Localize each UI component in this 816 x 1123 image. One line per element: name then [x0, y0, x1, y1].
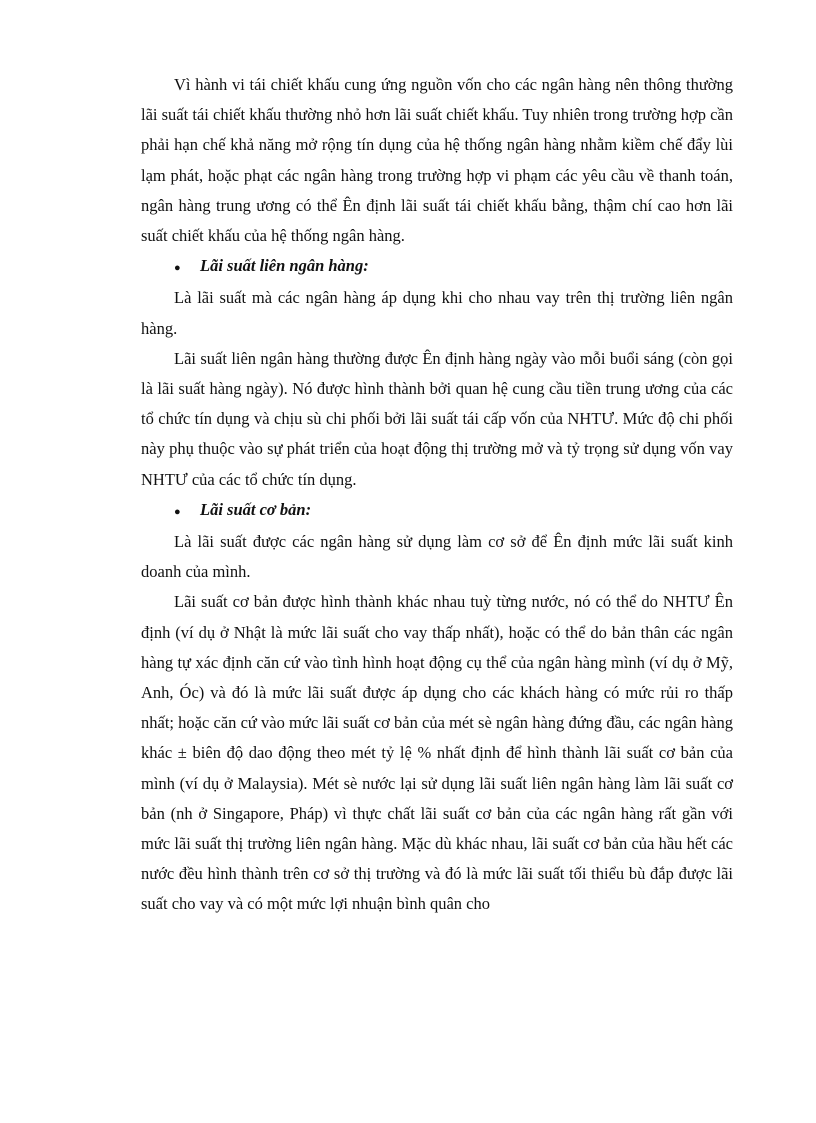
paragraph-base-rate-definition: Là lãi suất được các ngân hàng sử dụng làm cơ sở để Ên định mức lãi suất kinh doanh của mình.	[141, 532, 733, 582]
paragraph-base-rate-details: Lãi suất cơ bản được hình thành khác nhau tuỳ từng nước, nó có thể do NHTƯ Ên định (ví dụ ở Nhật là mức lãi suất cho vay thấp nhất), hoặc có thể do bản thân các ngân hàng tự xác định căn cứ vào tình hình hoạt động cụ thể của ngân hàng mình (ví dụ ở Mỹ, Anh, Óc) và đó là mức lãi suất được áp dụng cho các khách hàng có mức rủi ro thấp nhất; hoặc căn cứ vào mức lãi suất cơ bản của mét sè ngân hàng đứng đầu, các ngân hàng khác ± biên độ dao động theo mét tỷ lệ % nhất định để hình thành lãi suất cơ bản của mình (ví dụ ở Malaysia). Mét sè nước lại sử dụng lãi suất liên ngân hàng làm lãi suất cơ bản (nh ở Singapore, Pháp) vì thực chất lãi suất cơ bản của các ngân hàng rất gần với mức lãi suất thị trường liên ngân hàng. Mặc dù khác nhau, lãi suất cơ bản của hầu hết các nước đều hình thành trên cơ sở thị trường và đó là mức lãi suất tối thiểu bù đắp được lãi suất cho vay và có một mức lợi nhuận bình quân cho	[141, 592, 733, 914]
section-heading-interbank-rate: Lãi suất liên ngân hàng:	[200, 256, 369, 276]
paragraph-rediscount-rate: Vì hành vi tái chiết khấu cung ứng nguồn vốn cho các ngân hàng nên thông thường lãi suất tái chiết khấu thường nhỏ hơn lãi suất chiết khấu. Tuy nhiên trong trường hợp cần phải hạn chế khả năng mở rộng tín dụng của hệ thống ngân hàng nhằm kiềm chế đẩy lùi lạm phát, hoặc phạt các ngân hàng trong trường hợp vi phạm các yêu cầu về thanh toán, ngân hàng trung ương có thể Ên định lãi suất tái chiết khấu bằng, thậm chí cao hơn lãi suất chiết khấu của hệ thống ngân hàng.	[141, 75, 733, 246]
bullet-dot-icon: ●	[174, 262, 181, 275]
document-body	[141, 70, 733, 920]
bullet-base-rate-heading	[141, 495, 733, 527]
section-heading-base-rate: Lãi suất cơ bản:	[200, 499, 312, 519]
bullet-interbank-rate-heading	[141, 251, 733, 283]
paragraph-interbank-definition: Là lãi suất mà các ngân hàng áp dụng khi cho nhau vay trên thị trường liên ngân hàng.	[141, 288, 733, 338]
bullet-dot-icon: ●	[174, 505, 181, 518]
paragraph-interbank-details: Lãi suất liên ngân hàng thường được Ên định hàng ngày vào mỗi buổi sáng (còn gọi là lãi suất hàng ngày). Nó được hình thành bởi quan hệ cung cầu tiền trung ương của các tổ chức tín dụng và chịu sù chi phối bởi lãi suất tái cấp vốn của NHTƯ. Mức độ chi phối này phụ thuộc vào sự phát triển của hoạt động thị trường mở và tỷ trọng sử dụng vốn vay NHTƯ của các tổ chức tín dụng.	[141, 348, 733, 489]
